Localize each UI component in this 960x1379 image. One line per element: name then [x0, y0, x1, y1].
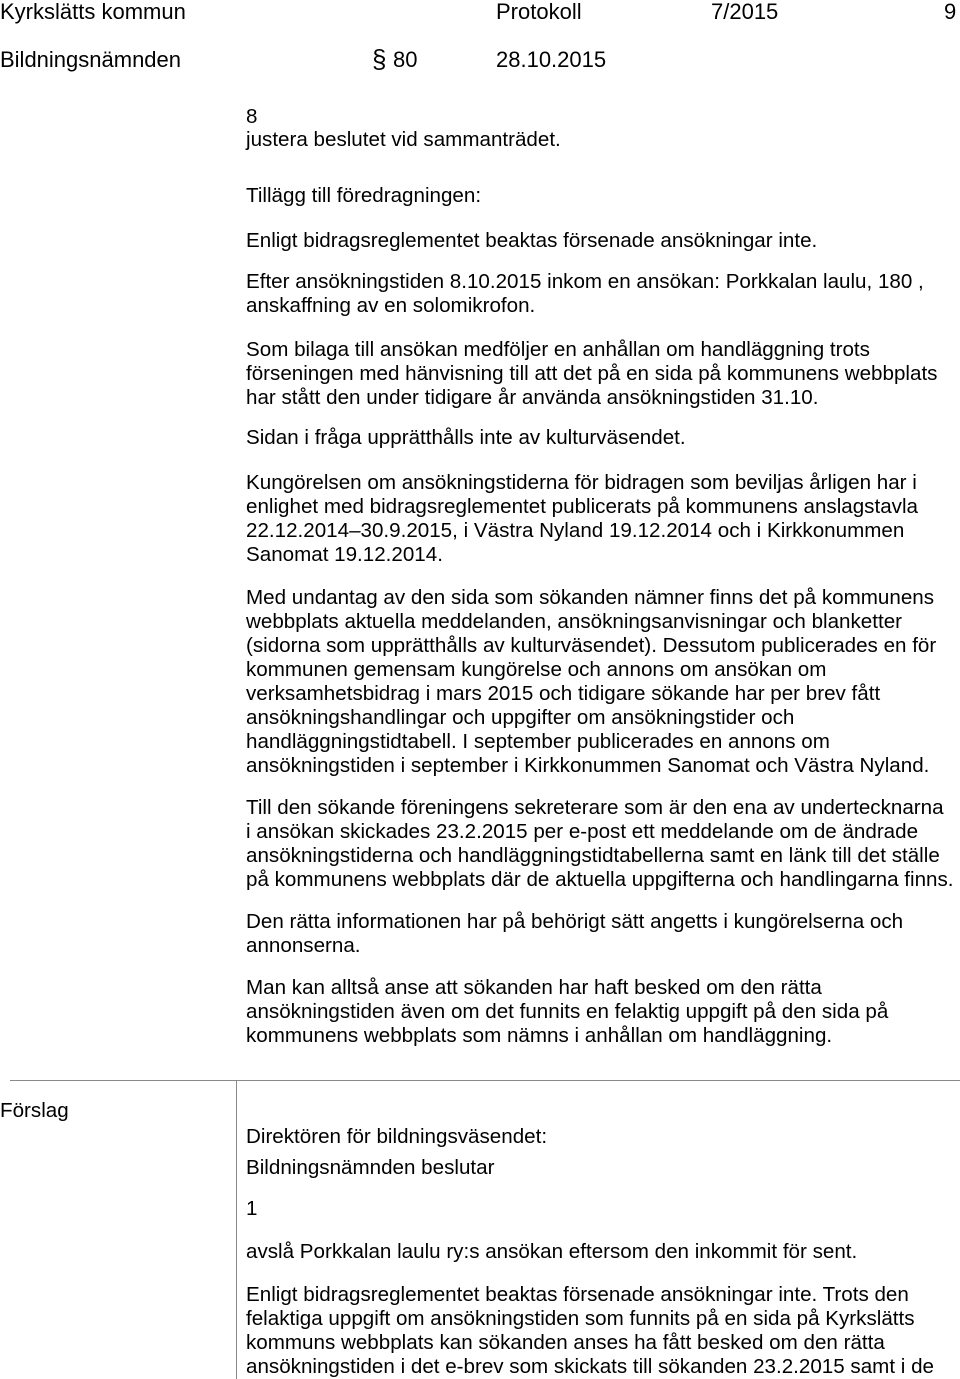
text-line: förseningen med hänvisning till att det på en sida på kommunens webbplats — [246, 362, 938, 385]
text-line: ansökningshandlingar och uppgifter om ansökningstider och — [246, 706, 795, 729]
text-line: kommuns webbplats kan sökanden anses ha fått besked om den rätta — [246, 1331, 885, 1354]
text-line: ansökningstiderna och handläggningstidtabellerna samt en länk till det ställe — [246, 844, 940, 867]
text-line: (sidorna som upprätthålls av kulturväsendet). Dessutom publicerades en för — [246, 634, 937, 657]
addition-heading: Tillägg till föredragningen: — [246, 184, 482, 207]
text-line: Kungörelsen om ansökningstiderna för bidragen som beviljas årligen har i — [246, 471, 917, 494]
text-line: har stått den under tidigare år använda ansökningstiden 31.10. — [246, 386, 819, 409]
text-line: enlighet med bidragsreglementet publicerats på kommunens anslagstavla — [246, 495, 918, 518]
proposal-label: Förslag — [0, 1099, 69, 1122]
text-line: Efter ansökningstiden 8.10.2015 inkom en ansökan: Porkkalan laulu, 180 , — [246, 270, 924, 293]
text-line: ansökningstiden i september i Kirkkonummen Sanomat och Västra Nyland. — [246, 754, 930, 777]
organ-name: Bildningsnämnden — [0, 47, 182, 72]
meeting-date: 28.10.2015 — [496, 47, 607, 72]
text-line: Man kan alltså anse att sökanden har haft besked om den rätta — [246, 976, 822, 999]
text-line: annonserna. — [246, 934, 361, 957]
text-line: Till den sökande föreningens sekreterare som är den ena av undertecknarna — [246, 796, 944, 819]
proposal-item-number: 1 — [246, 1197, 258, 1220]
page-number: 9 — [944, 0, 957, 24]
text-line: i ansökan skickades 23.2.2015 per e-post ett meddelande om de ändrade — [246, 820, 919, 843]
section-sign: § — [372, 44, 387, 74]
text-line: 22.12.2014–30.9.2015, i Västra Nyland 19.12.2014 och i Kirkkonummen — [246, 519, 905, 542]
column-divider — [236, 1080, 237, 1379]
text-line: kommunens webbplats som nämns i anhållan om handläggning. — [246, 1024, 833, 1047]
document-type: Protokoll — [496, 0, 582, 24]
text-line: verksamhetsbidrag i mars 2015 och tidigare sökande har per brev fått — [246, 682, 881, 705]
municipality-name: Kyrkslätts kommun — [0, 0, 186, 24]
text-line: Enligt bidragsreglementet beaktas försenade ansökningar inte. — [246, 229, 818, 252]
decision-item-number: 8 — [246, 105, 258, 128]
section-number: 80 — [393, 47, 418, 72]
section-divider — [10, 1080, 960, 1081]
protocol-number: 7/2015 — [711, 0, 779, 24]
text-line: ansökningstiden i det e-brev som skickats till sökanden 23.2.2015 samt i de — [246, 1355, 934, 1378]
text-line: ansökningstiden även om det funnits en felaktig uppgift på den sida på — [246, 1000, 889, 1023]
text-line: Enligt bidragsreglementet beaktas försenade ansökningar inte. Trots den — [246, 1283, 909, 1306]
text-line: Med undantag av den sida som sökanden nämner finns det på kommunens — [246, 586, 935, 609]
text-line: webbplats aktuella meddelanden, ansökningsanvisningar och blanketter — [246, 610, 903, 633]
text-line: Som bilaga till ansökan medföljer en anhållan om handläggning trots — [246, 338, 870, 361]
text-line: felaktiga uppgift om ansökningstiden som funnits på en sida på Kyrkslätts — [246, 1307, 915, 1330]
decision-intro: Bildningsnämnden beslutar — [246, 1156, 495, 1179]
text-line: på kommunens webbplats där de aktuella uppgifterna och handlingarna finns. — [246, 868, 954, 891]
presenter-label: Direktören för bildningsväsendet: — [246, 1125, 548, 1148]
text-line: anskaffning av en solomikrofon. — [246, 294, 536, 317]
text-line: Sidan i fråga upprätthålls inte av kulturväsendet. — [246, 426, 686, 449]
text-line: Den rätta informationen har på behörigt sätt angetts i kungörelserna och — [246, 910, 904, 933]
proposal-item-text: avslå Porkkalan laulu ry:s ansökan eftersom den inkommit för sent. — [246, 1240, 858, 1263]
text-line: handläggningstidtabell. I september publicerades en annons om — [246, 730, 830, 753]
decision-item-text: justera beslutet vid sammanträdet. — [246, 128, 561, 151]
text-line: Sanomat 19.12.2014. — [246, 543, 443, 566]
text-line: kommunen gemensam kungörelse och annons om ansökan om — [246, 658, 827, 681]
